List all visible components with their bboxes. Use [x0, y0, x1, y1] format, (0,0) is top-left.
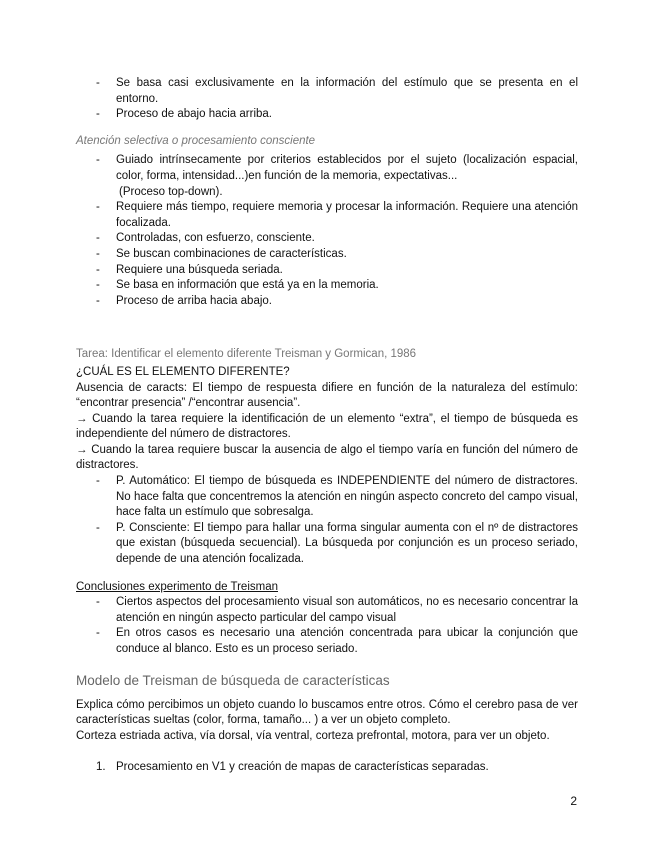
task-question: ¿CUÁL ES EL ELEMENTO DIFERENTE?: [76, 365, 290, 378]
list-item: - Requiere una búsqueda seriada.: [76, 263, 578, 279]
model-heading: Modelo de Treisman de búsqueda de características: [76, 672, 390, 688]
list-item-text: Guiado intrínsecamente por criterios establecidos por el sujeto (localización espacial, color, forma, intensidad...)en función de la memoria, expectativas...: [116, 154, 578, 182]
list-item: - Requiere más tiempo, requiere memoria y procesar la información. Requiere una atención focalizada.: [76, 200, 578, 231]
task-paragraph-3: → Cuando la tarea requiere buscar la ausencia de algo el tiempo varía en función del número de distractores.: [76, 443, 578, 472]
numbered-item-number: 1.: [96, 761, 106, 774]
list-item: - En otros casos es necesario una atención concentrada para ubicar la conjunción que conduce al blanco. Esto es un proceso seriado.: [76, 626, 578, 657]
conclusions-title: Conclusiones experimento de Treisman: [76, 580, 278, 593]
list-item: - Ciertos aspectos del procesamiento visual son automáticos, no es necesario concentrar la atención en ningún aspecto particular del campo visual: [76, 595, 578, 626]
list-item: - P. Automático: El tiempo de búsqueda es INDEPENDIENTE del número de distractores. No hace falta que concentremos la atención en ningún aspecto concreto del campo visual, hace falta un estímulo que sobresalga.: [76, 474, 578, 521]
model-paragraph-2: Corteza estriada activa, vía dorsal, vía ventral, corteza prefrontal, motora, para ver un objeto.: [76, 729, 550, 742]
list-item: - Proceso de arriba hacia abajo.: [76, 294, 578, 310]
list-item: - Proceso de abajo hacia arriba.: [76, 107, 578, 123]
numbered-item: [76, 760, 578, 776]
model-paragraph-1: Explica cómo percibimos un objeto cuando lo buscamos entre otros. Cómo el cerebro pasa de ver características sueltas (color, forma, tamaño... ) a ver un objeto completo.: [76, 698, 578, 727]
numbered-item-text: Procesamiento en V1 y creación de mapas de características separadas.: [116, 761, 489, 774]
task-paragraph-1: Ausencia de caracts: El tiempo de respuesta difiere en función de la naturaleza del estímulo: “encontrar presencia” /“encontrar ausencia”.: [76, 381, 578, 410]
top-bullet-list: [76, 76, 578, 123]
list-item: - Se basa en información que está ya en la memoria.: [76, 278, 578, 294]
selective-attention-subtitle: Atención selectiva o procesamiento consciente: [76, 134, 316, 147]
task-bullet-list: [76, 474, 578, 568]
selective-attention-list: [76, 153, 578, 309]
list-item: - P. Consciente: El tiempo para hallar una forma singular aumenta con el nº de distractores que existan (búsqueda secuencial). La búsqueda por conjunción es un proceso seriado, depende de una atención focalizada.: [76, 521, 578, 568]
conclusions-list: [76, 595, 578, 657]
task-title: Tarea: Identificar el elemento diferente Treisman y Gormican, 1986: [76, 348, 417, 361]
list-item: [76, 153, 578, 200]
model-numbered-list: [76, 760, 578, 776]
page-number: 2: [570, 794, 577, 808]
task-paragraph-2: → Cuando la tarea requiere la identificación de un elemento “extra”, el tiempo de búsqueda es independiente del número de distractores.: [76, 412, 578, 441]
list-item: - Se buscan combinaciones de características.: [76, 247, 578, 263]
page-content: [76, 76, 578, 776]
list-item: - Controladas, con esfuerzo, consciente.: [76, 231, 578, 247]
list-item: - Se basa casi exclusivamente en la información del estímulo que se presenta en el entorno.: [76, 76, 578, 107]
list-item-continuation: (Proceso top-down).: [119, 185, 223, 198]
